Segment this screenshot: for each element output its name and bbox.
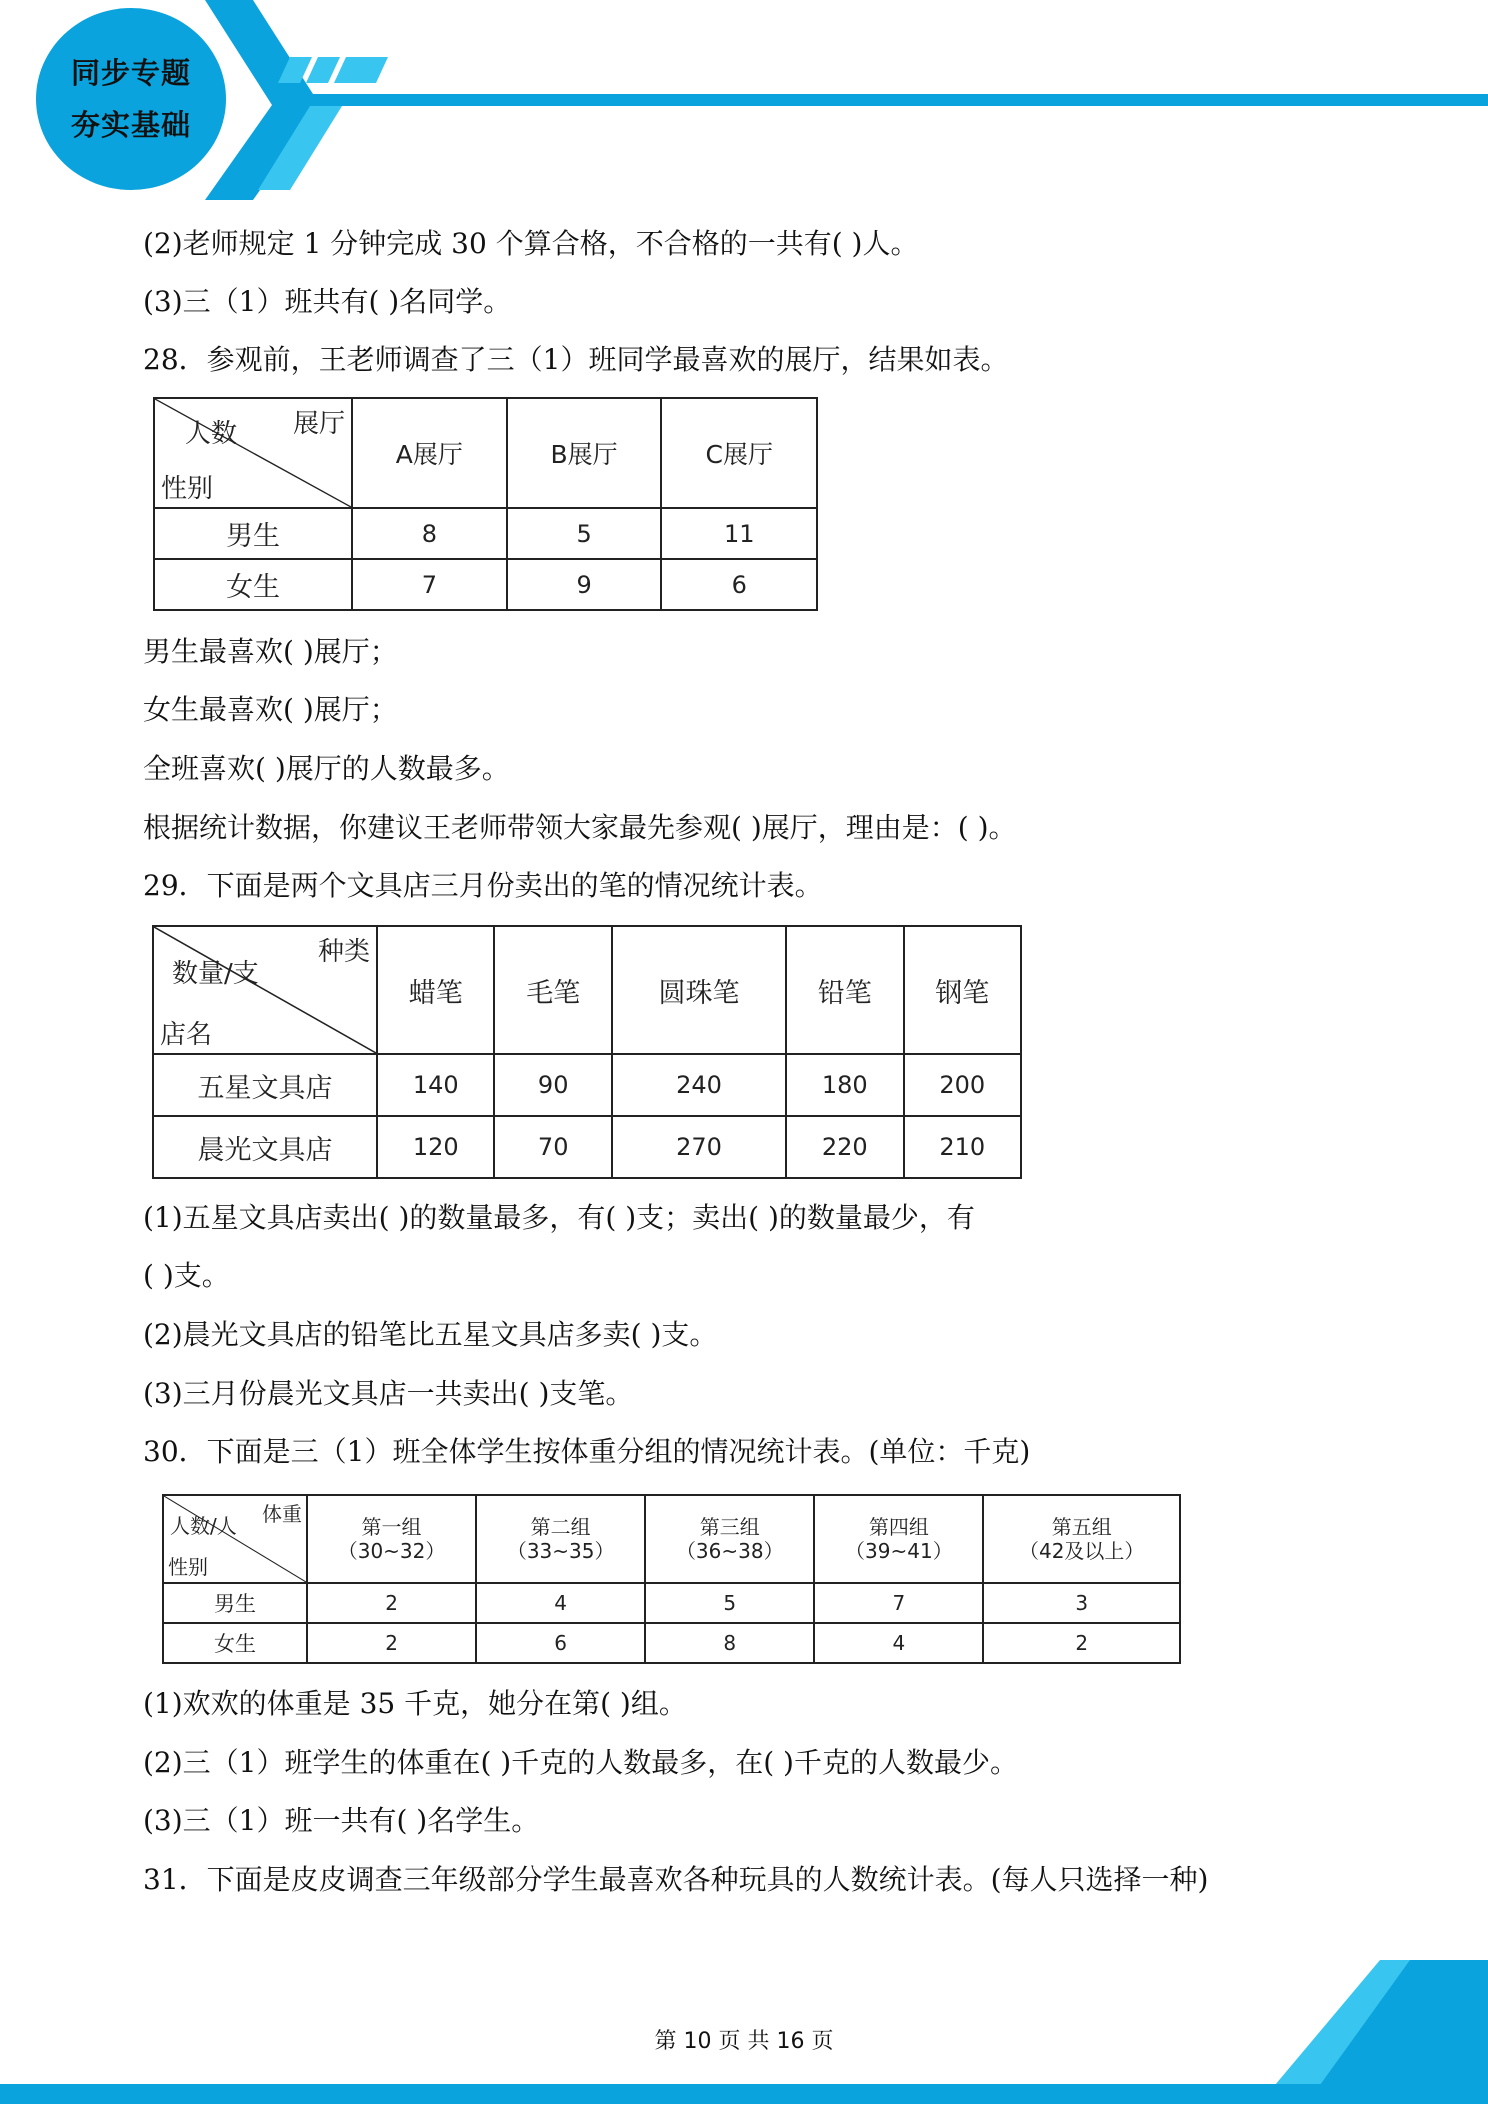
table-cell: 9 <box>507 559 662 610</box>
table-cell: 140 <box>377 1054 494 1116</box>
table-cell: 4 <box>476 1583 645 1623</box>
row-label: 五星文具店 <box>153 1054 377 1116</box>
table-29-corner-mid: 数量/支 <box>172 959 259 989</box>
table-29-header: 圆珠笔 <box>612 926 786 1054</box>
row-label: 男生 <box>163 1583 307 1623</box>
table-28-header: B展厅 <box>507 398 662 508</box>
question-29-title: 29．下面是两个文具店三月份卖出的笔的情况统计表。 <box>143 869 823 902</box>
badge-line-1: 同步专题 <box>70 56 191 90</box>
question-28-a: 男生最喜欢( )展厅； <box>143 635 398 668</box>
table-cell: 5 <box>507 508 662 559</box>
table-29-corner-top: 种类 <box>317 937 370 967</box>
table-cell: 6 <box>661 559 817 610</box>
question-30-title: 30．下面是三（1）班全体学生按体重分组的情况统计表。(单位：千克) <box>143 1435 1031 1468</box>
table-30-header <box>814 1495 983 1583</box>
table-30-corner <box>163 1495 307 1583</box>
table-row <box>163 1583 1180 1623</box>
group-range: （33~35） <box>506 1539 615 1563</box>
table-29-header: 铅笔 <box>786 926 903 1054</box>
table-30-corner-top: 体重 <box>262 1502 302 1526</box>
question-29-2: (2)晨光文具店的铅笔比五星文具店多卖( )支。 <box>143 1318 718 1351</box>
question-30-1: (1)欢欢的体重是 35 千克，她分在第( )组。 <box>143 1687 687 1720</box>
table-cell: 7 <box>814 1583 983 1623</box>
table-cell: 120 <box>377 1116 494 1178</box>
table-row <box>154 559 817 610</box>
group-name: 第二组 <box>530 1515 591 1539</box>
table-30-corner-bottom: 性别 <box>168 1555 208 1579</box>
group-range: （36~38） <box>675 1539 784 1563</box>
row-label: 男生 <box>154 508 352 559</box>
table-30-header <box>307 1495 476 1583</box>
table-30-header <box>983 1495 1180 1583</box>
table-cell: 240 <box>612 1054 786 1116</box>
header-badge <box>36 8 226 190</box>
table-28-header: C展厅 <box>661 398 817 508</box>
table-30-header <box>645 1495 814 1583</box>
group-name: 第四组 <box>868 1515 929 1539</box>
table-cell: 8 <box>352 508 507 559</box>
table-29-corner <box>153 926 377 1054</box>
table-cell: 70 <box>494 1116 611 1178</box>
question-29-1b: ( )支。 <box>143 1259 230 1292</box>
table-row <box>153 1054 1021 1116</box>
table-cell: 2 <box>983 1623 1180 1663</box>
table-cell: 90 <box>494 1054 611 1116</box>
table-cell: 220 <box>786 1116 903 1178</box>
table-cell: 270 <box>612 1116 786 1178</box>
table-30 <box>162 1494 1181 1664</box>
question-31-title: 31．下面是皮皮调查三年级部分学生最喜欢各种玩具的人数统计表。(每人只选择一种) <box>143 1863 1209 1896</box>
table-28-header: A展厅 <box>352 398 507 508</box>
question-29-3: (3)三月份晨光文具店一共卖出( )支笔。 <box>143 1377 634 1410</box>
group-name: 第三组 <box>699 1515 760 1539</box>
table-cell: 11 <box>661 508 817 559</box>
question-29-1a: (1)五星文具店卖出( )的数量最多，有( )支；卖出( )的数量最少，有 <box>143 1201 975 1234</box>
question-27-3: (3)三（1）班共有( )名同学。 <box>143 285 512 318</box>
table-cell: 6 <box>476 1623 645 1663</box>
table-28-corner-bottom: 性别 <box>161 474 214 504</box>
group-name: 第五组 <box>1051 1515 1112 1539</box>
table-29 <box>152 925 1022 1179</box>
table-cell: 2 <box>307 1623 476 1663</box>
table-cell: 7 <box>352 559 507 610</box>
table-cell: 2 <box>307 1583 476 1623</box>
table-cell: 210 <box>904 1116 1021 1178</box>
row-label: 女生 <box>163 1623 307 1663</box>
row-label: 女生 <box>154 559 352 610</box>
header-banner <box>0 0 1488 200</box>
group-range: （42及以上） <box>1018 1539 1145 1563</box>
table-cell: 200 <box>904 1054 1021 1116</box>
group-range: （30~32） <box>337 1539 446 1563</box>
question-28-c: 全班喜欢( )展厅的人数最多。 <box>143 752 510 785</box>
question-27-2: (2)老师规定 1 分钟完成 30 个算合格，不合格的一共有( )人。 <box>143 227 919 260</box>
table-row <box>154 508 817 559</box>
table-29-header: 钢笔 <box>904 926 1021 1054</box>
question-30-2: (2)三（1）班学生的体重在( )千克的人数最多，在( )千克的人数最少。 <box>143 1746 1018 1779</box>
badge-line-2: 夯实基础 <box>70 108 191 142</box>
table-28 <box>153 397 818 611</box>
group-range: （39~41） <box>845 1539 953 1563</box>
table-28-corner <box>154 398 352 508</box>
question-28-d: 根据统计数据，你建议王老师带领大家最先参观( )展厅，理由是：( )。 <box>143 811 1017 844</box>
table-28-corner-mid: 人数 <box>185 419 238 449</box>
table-28-corner-top: 展厅 <box>292 409 345 439</box>
row-label: 晨光文具店 <box>153 1116 377 1178</box>
question-28-b: 女生最喜欢( )展厅； <box>143 693 398 726</box>
table-cell: 180 <box>786 1054 903 1116</box>
table-row <box>153 1116 1021 1178</box>
table-30-corner-mid: 人数/人 <box>170 1514 237 1538</box>
table-cell: 8 <box>645 1623 814 1663</box>
table-cell: 4 <box>814 1623 983 1663</box>
table-29-corner-bottom: 店名 <box>160 1020 213 1050</box>
table-30-header <box>476 1495 645 1583</box>
page-number: 第 10 页 共 16 页 <box>654 2029 834 2054</box>
table-row <box>163 1623 1180 1663</box>
table-29-header: 毛笔 <box>494 926 611 1054</box>
group-name: 第一组 <box>361 1515 422 1539</box>
question-30-3: (3)三（1）班一共有( )名学生。 <box>143 1804 540 1837</box>
table-29-header: 蜡笔 <box>377 926 494 1054</box>
question-28-title: 28．参观前，王老师调查了三（1）班同学最喜欢的展厅，结果如表。 <box>143 343 1009 376</box>
table-cell: 5 <box>645 1583 814 1623</box>
table-cell: 3 <box>983 1583 1180 1623</box>
